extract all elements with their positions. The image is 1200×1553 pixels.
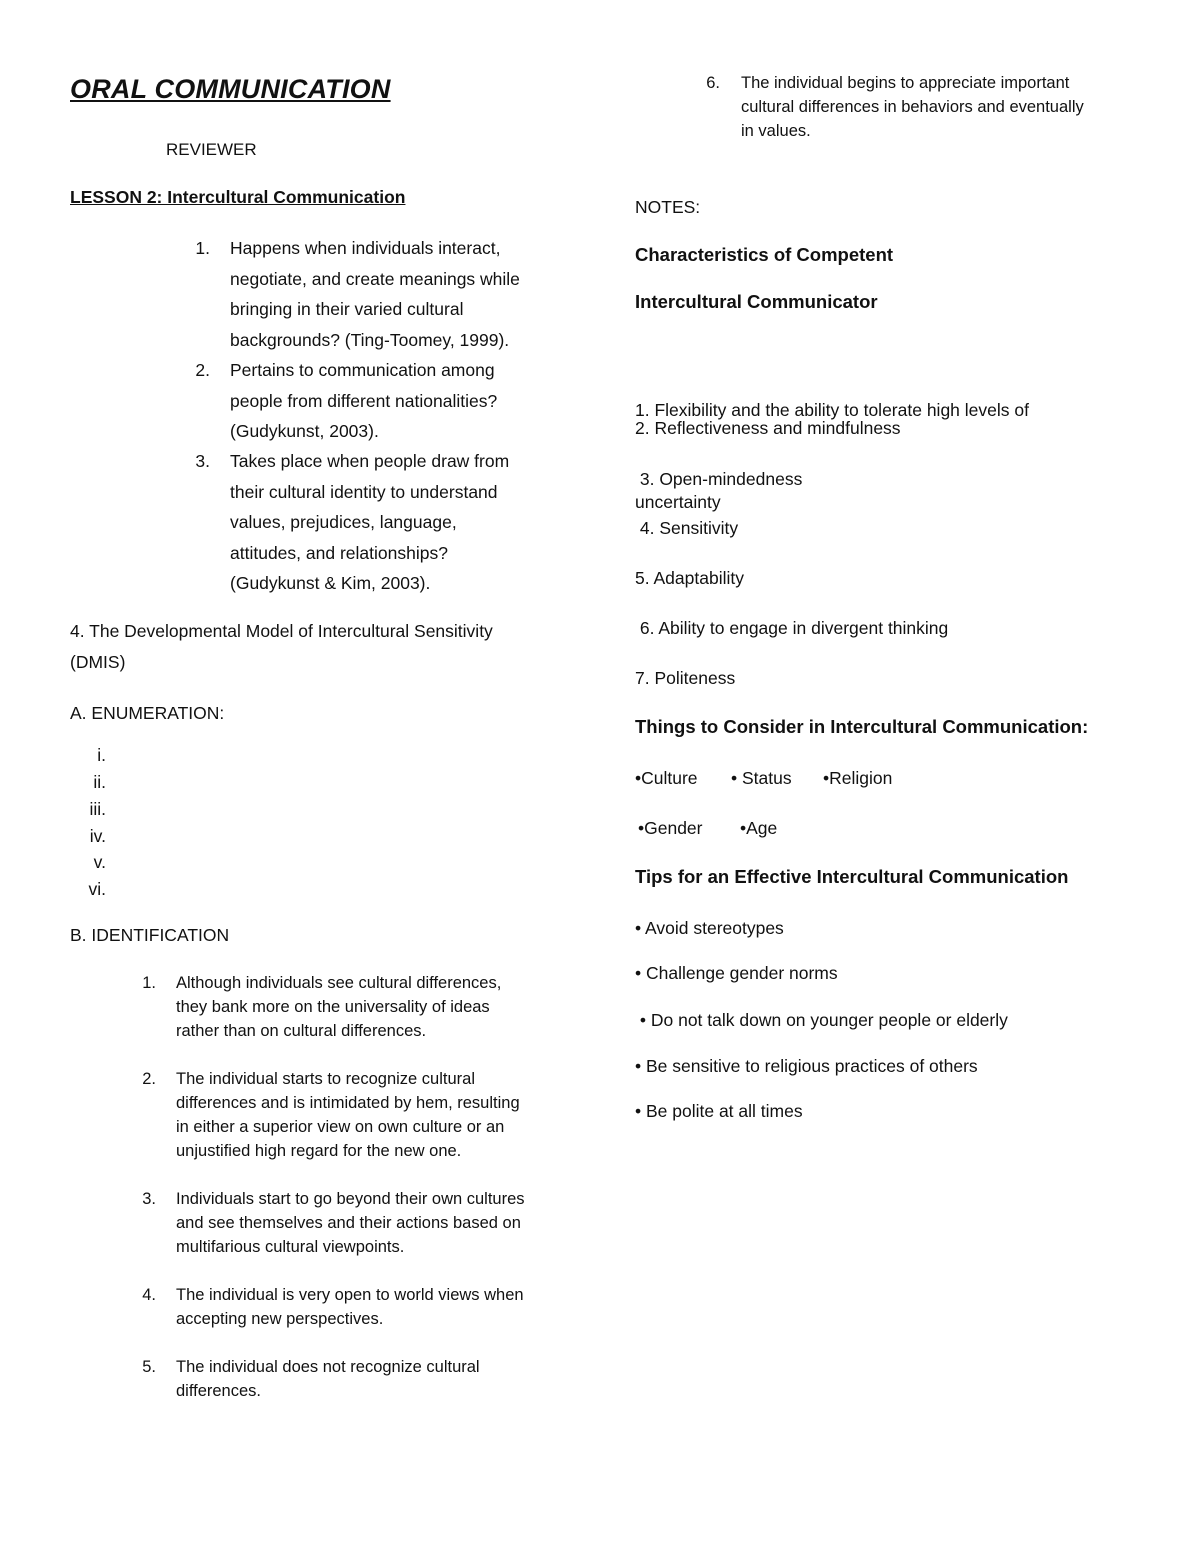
- definition-item-2: [180, 355, 497, 447]
- identification-item-6: [690, 71, 1084, 143]
- identification-line: accepting new perspectives.: [176, 1310, 384, 1328]
- enumeration-numeral: i.: [97, 745, 106, 765]
- identification-line: cultural differences in behaviors and eventually: [741, 98, 1084, 116]
- things-heading: Things to Consider in Intercultural Communication:: [635, 716, 1089, 737]
- characteristic-item: 7. Politeness: [635, 668, 736, 688]
- identification-line: The individual starts to recognize cultural: [176, 1070, 475, 1088]
- document-title: ORAL COMMUNICATION: [70, 74, 391, 104]
- definition-item-3: [180, 446, 509, 599]
- dmis-line: 4. The Developmental Model of Intercultural Sensitivity: [70, 621, 493, 641]
- thing-item: • Status: [731, 768, 792, 788]
- definition-line: their cultural identity to understand: [230, 481, 498, 502]
- definition-line: attitudes, and relationships?: [230, 542, 448, 563]
- identification-line: in either a superior view on own culture or an: [176, 1118, 505, 1136]
- list-number: 5.: [142, 1358, 156, 1376]
- characteristics-heading-line-2: Intercultural Communicator: [635, 291, 878, 312]
- identification-line: they bank more on the universality of ideas: [176, 998, 490, 1016]
- characteristic-item: 6. Ability to engage in divergent thinking: [635, 618, 949, 638]
- identification-item-4: [126, 1283, 524, 1331]
- identification-item-2: [126, 1067, 520, 1163]
- characteristic-item: 5. Adaptability: [635, 568, 744, 588]
- list-number: 1.: [195, 238, 210, 258]
- identification-line: in values.: [741, 122, 811, 140]
- list-number: 3.: [142, 1190, 156, 1208]
- identification-line: differences and is intimidated by hem, resulting: [176, 1094, 520, 1112]
- identification-line: The individual does not recognize cultural: [176, 1358, 480, 1376]
- list-number: 2.: [195, 360, 210, 380]
- tip-item: • Be polite at all times: [635, 1101, 803, 1121]
- definition-line: backgrounds? (Ting-Toomey, 1999).: [230, 329, 510, 350]
- list-number: 1.: [142, 974, 156, 992]
- enumeration-numeral: iv.: [89, 826, 106, 846]
- identification-item-1: [126, 971, 501, 1043]
- identification-line: differences.: [176, 1382, 261, 1400]
- definition-line: bringing in their varied cultural: [230, 299, 464, 319]
- identification-line: and see themselves and their actions based on: [176, 1214, 521, 1232]
- enumeration-numeral: iii.: [89, 799, 106, 819]
- dmis-line: (DMIS): [70, 651, 126, 672]
- characteristic-item: 4. Sensitivity: [635, 518, 739, 538]
- definition-line: (Gudykunst, 2003).: [230, 421, 379, 441]
- identification-item-5: [126, 1355, 480, 1403]
- document-subtitle: REVIEWER: [166, 140, 257, 159]
- list-number: 3.: [195, 451, 210, 471]
- definition-line: Happens when individuals interact,: [230, 238, 501, 258]
- definition-line: (Gudykunst & Kim, 2003).: [230, 573, 431, 593]
- characteristic-item: 2. Reflectiveness and mindfulness: [635, 418, 901, 438]
- definition-item-1: [180, 233, 520, 355]
- notes-label: NOTES:: [635, 197, 701, 217]
- identification-line: rather than on cultural differences.: [176, 1022, 427, 1040]
- tip-item: • Be sensitive to religious practices of others: [635, 1056, 978, 1076]
- enumeration-numeral: ii.: [93, 772, 106, 792]
- thing-item: •Age: [740, 818, 778, 838]
- thing-item: •Culture: [635, 768, 698, 788]
- identification-line: multifarious cultural viewpoints.: [176, 1238, 405, 1256]
- definition-line: negotiate, and create meanings while: [230, 268, 520, 289]
- definition-line: Pertains to communication among: [230, 360, 495, 380]
- list-number: 4.: [142, 1286, 156, 1304]
- identification-item-3: [126, 1187, 525, 1259]
- thing-item: •Gender: [638, 818, 703, 838]
- lesson-title: LESSON 2: Intercultural Communication: [70, 187, 406, 207]
- tip-item: • Do not talk down on younger people or elderly: [635, 1010, 1008, 1030]
- identification-heading: B. IDENTIFICATION: [70, 925, 230, 945]
- definition-line: Takes place when people draw from: [230, 451, 510, 471]
- tip-item: • Challenge gender norms: [635, 963, 838, 983]
- characteristic-item: 3. Open-mindedness: [635, 469, 803, 489]
- identification-line: unjustified high regard for the new one.: [176, 1142, 462, 1160]
- characteristic-line: uncertainty: [635, 491, 721, 512]
- thing-item: •Religion: [823, 768, 893, 788]
- dmis-item: [70, 616, 493, 677]
- enumeration-heading: A. ENUMERATION:: [70, 703, 225, 723]
- enumeration-numeral: v.: [93, 852, 106, 872]
- characteristics-heading: Characteristics of Competent: [635, 244, 894, 265]
- identification-line: Individuals start to go beyond their own cultures: [176, 1190, 525, 1208]
- list-number: 6.: [706, 74, 720, 92]
- identification-line: The individual begins to appreciate important: [741, 74, 1070, 92]
- tip-item: • Avoid stereotypes: [635, 918, 784, 938]
- definition-line: values, prejudices, language,: [230, 512, 457, 532]
- definition-line: people from different nationalities?: [230, 390, 498, 411]
- list-number: 2.: [142, 1070, 156, 1088]
- identification-line: Although individuals see cultural differences,: [176, 974, 502, 992]
- enumeration-numeral: vi.: [88, 879, 106, 899]
- identification-line: The individual is very open to world views when: [176, 1286, 524, 1304]
- characteristic-line: 1. Flexibility and the ability to tolerate high levels of: [635, 400, 1029, 420]
- tips-heading: Tips for an Effective Intercultural Communication: [635, 866, 1069, 887]
